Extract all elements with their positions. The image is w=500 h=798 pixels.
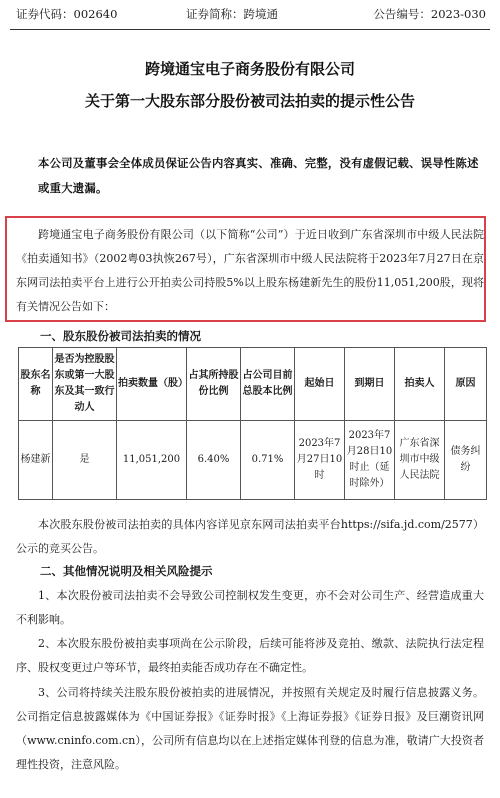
notice-title: 关于第一大股东部分股份被司法拍卖的提示性公告 [84, 92, 415, 110]
risk-item-3: 3、公司将持续关注股东股份被拍卖的进展情况，并按照有关规定及时履行信息披露义务。公司指定信息披露媒体为《中国证券报》《证券时报》《上海证券报》《证券日报》及巨潮资讯网（www.cninfo.com.cn），公司所有信息均以在上述指定媒体刊登的信息为准，敬请广大投资者理性投资，注意风险。 [16, 686, 484, 771]
table-header-row [19, 348, 487, 421]
cell-start-date: 2023年7月27日10时 [295, 421, 345, 500]
th-end-date: 到期日 [345, 348, 395, 421]
detail-paragraph: 本次股东股份被司法拍卖的具体内容详见京东网司法拍卖平台https://sifa.jd.com/2577）公示的竞买公告。 [16, 518, 484, 555]
security-abbreviation: 证券简称：跨境通 [186, 7, 278, 21]
company-title: 跨境通宝电子商务股份有限公司 [144, 60, 355, 78]
notice-number: 公告编号：2023-030 [373, 7, 486, 21]
cell-controlling: 是 [53, 421, 117, 500]
table-row [19, 421, 487, 500]
th-held-ratio: 占其所持股份比例 [187, 348, 241, 421]
th-quantity: 拍卖数量（股） [117, 348, 187, 421]
cell-auctioneer: 广东省深圳市中级人民法院 [395, 421, 445, 500]
cell-total-ratio: 0.71% [241, 421, 295, 500]
section-heading-risks: 二、其他情况说明及相关风险提示 [40, 564, 213, 578]
cell-end-date: 2023年7月28日10时止（延时除外） [345, 421, 395, 500]
cell-shareholder: 杨建新 [19, 421, 53, 500]
th-reason: 原因 [445, 348, 487, 421]
intro-paragraph: 跨境通宝电子商务股份有限公司（以下简称“公司”）于近日收到广东省深圳市中级人民法院《拍卖通知书》（2002粤03执恢267号），广东省深圳市中级人民法院将于2023年7月27日在京东网司法拍卖平台上进行公开拍卖公司持股5%以上股东杨建新先生的股份11,051,200股，现将有关情况公告如下： [16, 228, 484, 313]
cell-reason: 债务纠纷 [445, 421, 487, 500]
document-header [0, 0, 500, 28]
th-total-ratio: 占公司目前总股本比例 [241, 348, 295, 421]
security-code: 证券代码：002640 [16, 7, 118, 21]
section-heading-auction: 一、股东股份被司法拍卖的情况 [40, 329, 201, 343]
risk-item-2: 2、本次股东股份被拍卖事项尚在公示阶段，后续可能将涉及竞拍、缴款、法院执行法定程序、股权变更过户等环节，最终拍卖能否成功存在不确定性。 [16, 637, 484, 674]
board-statement: 本公司及董事会全体成员保证公告内容真实、准确、完整，没有虚假记载、误导性陈述或重大遗漏。 [38, 157, 479, 195]
th-auctioneer: 拍卖人 [395, 348, 445, 421]
risk-item-1: 1、本次股份被司法拍卖不会导致公司控制权发生变更，亦不会对公司生产、经营造成重大不利影响。 [16, 589, 484, 626]
auction-table [18, 347, 487, 500]
cell-quantity: 11,051,200 [117, 421, 187, 500]
th-start-date: 起始日 [295, 348, 345, 421]
th-controlling: 是否为控股股东或第一大股东及其一致行动人 [53, 348, 117, 421]
th-shareholder: 股东名称 [19, 348, 53, 421]
cell-held-ratio: 6.40% [187, 421, 241, 500]
header-divider [10, 29, 490, 30]
